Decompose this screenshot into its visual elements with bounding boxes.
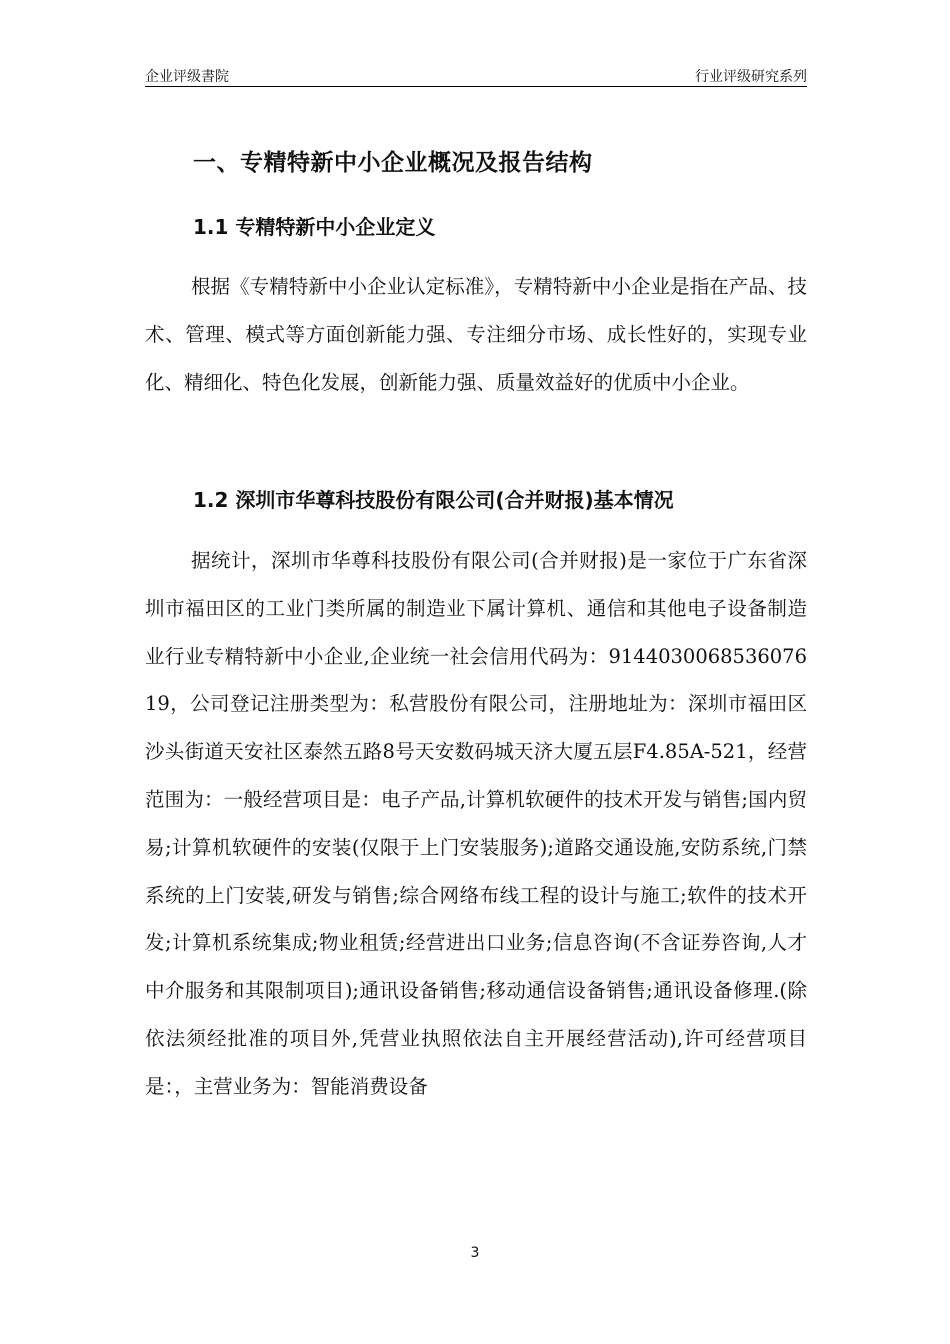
subsection-heading-company: 1.2 深圳市华尊科技股份有限公司(合并财报)基本情况 [193, 488, 674, 512]
header-right-text: 行业评级研究系列 [695, 69, 807, 85]
page-number: 3 [470, 1245, 480, 1261]
company-paragraph: 据统计，深圳市华尊科技股份有限公司(合并财报)是一家位于广东省深圳市福田区的工业门类所属的制造业下属计算机、通信和其他电子设备制造业行业专精特新中小企业,企业统一社会信用代码为：914403006853607619，公司登记注册类型为：私营股份有限公司，注册地址为：深圳市福田区沙头街道天安社区泰然五路8号天安数码城天济大厦五层F4.85A-521，经营范围为：一般经营项目是：电子产品,计算机软硬件的技术开发与销售;国内贸易;计算机软硬件的安装(仅限于上门安装服务);道路交通设施,安防系统,门禁系统的上门安装,研发与销售;综合网络布线工程的设计与施工;软件的技术开发;计算机系统集成;物业租赁;经营进出口业务;信息咨询(不含证券咨询,人才中介服务和其限制项目);通讯设备销售;移动通信设备销售;通讯设备修理.(除依法须经批准的项目外,凭营业执照依法自主开展经营活动),许可经营项目是：，主营业务为：智能消费设备 [145, 549, 807, 1098]
section-heading: 一、专精特新中小企业概况及报告结构 [193, 150, 593, 176]
subsection-heading-definition: 1.1 专精特新中小企业定义 [193, 215, 436, 239]
definition-paragraph: 根据《专精特新中小企业认定标准》，专精特新中小企业是指在产品、技术、管理、模式等方面创新能力强、专注细分市场、成长性好的，实现专业化、精细化、特色化发展，创新能力强、质量效益好的优质中小企业。 [145, 275, 807, 394]
page-header [145, 64, 807, 87]
header-left-text: 企业评级書院 [145, 69, 229, 85]
